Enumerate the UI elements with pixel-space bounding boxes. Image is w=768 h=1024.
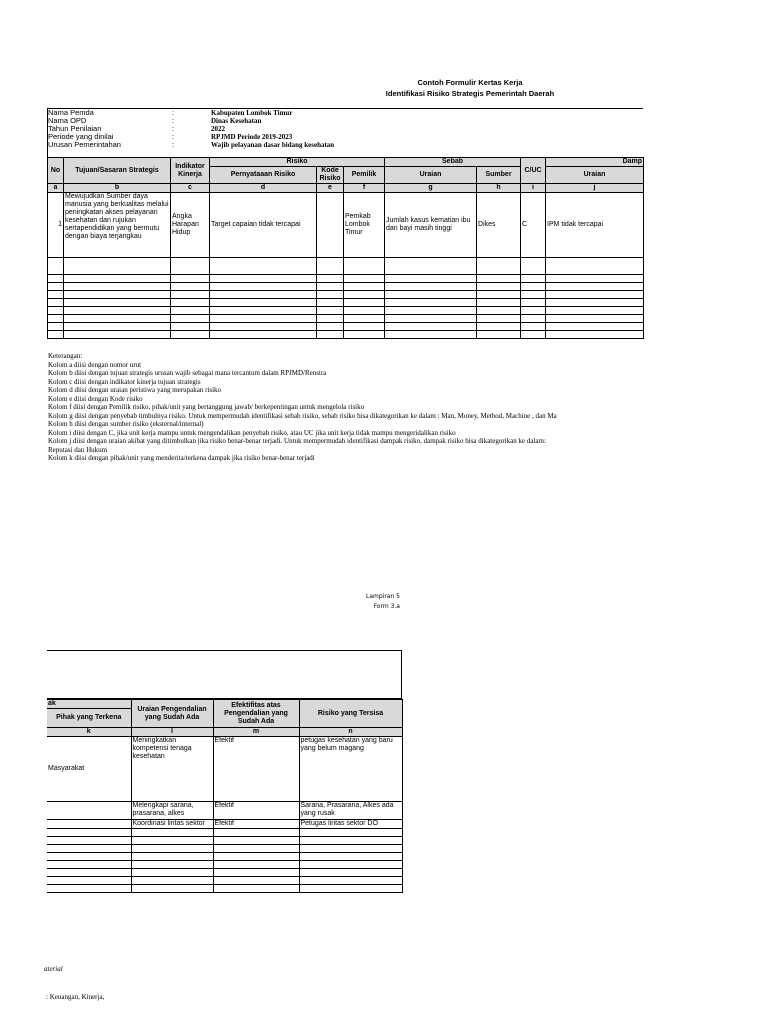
meta-value: Dinas Kesehatan: [211, 117, 262, 125]
meta-row: [48, 133, 643, 141]
note-line: Reputasi dan Hukum: [48, 445, 108, 454]
table-row: [47, 737, 402, 802]
table-row: [47, 802, 402, 820]
cell-tersisa: petugas kesehatan yang baru yang belum magang: [299, 737, 402, 802]
letter-cell: f: [344, 184, 385, 193]
cell-pengendalian: Melengkapi sarana, prasarana, alkes: [131, 802, 213, 820]
footer-fragment-2: : Keuangan, Kinerja,: [46, 993, 105, 1001]
note-line: Kolom d diisi dengan uraian peristiwa yang merupakan risiko: [48, 386, 222, 394]
letter-cell: k: [47, 728, 131, 737]
table-row: [48, 258, 644, 275]
cell-indikator: Angka Harapan Hidup: [171, 193, 210, 258]
header-tujuan: Tujuan/Sasaran Strategis: [64, 158, 171, 184]
letter-cell: b: [64, 184, 171, 193]
header-pihak: Pihak yang Terkena: [47, 709, 131, 728]
header-no: No: [48, 158, 64, 184]
letter-cell: g: [385, 184, 477, 193]
note-line: Kolom j diisi dengan uraian akibat yang ditimbulkan jika risiko benar-benar terjadi. Untuk mempermudah identifikasi dampak risiko, dampak risiko bisa dikategorikan ke dalam:: [48, 437, 546, 445]
meta-colon: :: [172, 116, 175, 125]
meta-colon: :: [172, 132, 175, 141]
cell-sumber: Dikes: [477, 193, 521, 258]
meta-colon: :: [172, 124, 175, 133]
table-row: [48, 275, 644, 283]
header-tersisa: Risiko yang Tersisa: [299, 700, 402, 728]
table-row: [48, 331, 644, 339]
meta-row: [48, 141, 643, 149]
page2-frame-top: [47, 650, 402, 651]
page2-frame-right: [401, 650, 402, 699]
meta-row: [48, 125, 643, 133]
cell-uraian-dampak: IPM tidak tercapai: [546, 193, 644, 258]
table-row: [47, 845, 402, 853]
note-line: Kolom i diisi dengan C, jika unit kerja mampu untuk mengendalikan penyebab risiko, atau UC jika unit kerja tidak mampu mengeridalikan risiko: [48, 428, 456, 437]
lampiran-label: [340, 592, 400, 612]
cell-tujuan: Mewujudkan Sumber daya manusia yang berkualitas melalui peningkatan akses pelayanan kesehatan dan rujukan sertapendidikan yang bermutu dengan biaya terjangkau: [64, 193, 171, 258]
header-group-risiko: Risiko: [210, 158, 385, 167]
meta-value: Kabupaten Lombok Timur: [211, 109, 293, 117]
cell-efektifitas: Efektif: [213, 737, 299, 802]
meta-label: Nama OPD: [48, 116, 87, 125]
meta-colon: :: [172, 108, 175, 117]
letter-cell: e: [317, 184, 344, 193]
table-row: [48, 307, 644, 315]
meta-value: RPJMD Periode 2019-2023: [211, 133, 293, 141]
table-row: [47, 877, 402, 885]
header-group-dampak: Damp: [546, 158, 644, 167]
table-row: [48, 283, 644, 291]
cell-no: 1: [48, 193, 64, 258]
cell-pengendalian: Koordinasi lintas sektor: [131, 820, 213, 829]
header-indikator: Indikator Kinerja: [171, 158, 210, 184]
note-line: Kolom f diisi dengan Pemilik risiko, pihak/unit yang bertanggung jawab/ berkepentingan untuk mengelola risiko: [48, 403, 365, 411]
letter-cell: n: [299, 728, 402, 737]
table-row: [47, 829, 402, 837]
cell-efektifitas: Efektif: [213, 820, 299, 829]
letter-cell: j: [546, 184, 644, 193]
meta-row: [48, 109, 643, 117]
header-pengendalian: Uraian Pengendalian yang Sudah Ada: [131, 700, 213, 728]
table-row: [47, 853, 402, 861]
cell-kode: [317, 193, 344, 258]
header-kode: Kode Risiko: [317, 167, 344, 184]
cell-cuc: C: [521, 193, 546, 258]
footer-fragment-1: aterial: [44, 965, 63, 973]
header-sumber: Sumber: [477, 167, 521, 184]
meta-block: [48, 109, 643, 149]
note-line: Kolom g diisi dengan penyebab timbulnya risiko. Untuk mempermudah identifikasi sebab risiko, sebab risiko bisa dikategorikan ke dalam : Man, Money, Method, Machine , dan Ma: [48, 411, 557, 420]
cell-pihak: [47, 802, 131, 820]
cell-pihak: [47, 820, 131, 829]
header-pernyataan: Pernyataaan Risiko: [210, 167, 317, 184]
notes-block: [48, 352, 643, 463]
lampiran-line-2: Form 3.a: [373, 603, 400, 610]
lampiran-line-1: Lampiran 5: [365, 593, 400, 600]
header-group-sebab: Sebab: [385, 158, 521, 167]
title-line-1: Contoh Formulir Kertas Kerja: [417, 78, 523, 87]
cell-efektifitas: Efektif: [213, 802, 299, 820]
meta-label: Periode yang dinilai: [48, 132, 114, 141]
cell-uraian: Jumlah kasus kematian ibu dan bayi masih tinggi: [385, 193, 477, 258]
meta-colon: :: [172, 140, 175, 149]
note-line: Kolom e diisi dengan Kode risiko: [48, 394, 143, 403]
meta-label: Tahun Penilaian: [48, 124, 102, 133]
table-row: [48, 299, 644, 307]
letter-cell: h: [477, 184, 521, 193]
meta-value: Wajib pelayanan dasar bidang kesehatan: [211, 141, 335, 149]
cell-pihak: Masyarakat: [47, 737, 131, 802]
letter-cell: m: [213, 728, 299, 737]
risk-table: [47, 157, 644, 339]
table-row: [48, 315, 644, 323]
meta-left-border: [47, 108, 48, 157]
header-efektifitas: Efektifitas atas Pengendalian yang Sudah Ada: [213, 700, 299, 728]
letter-cell: a: [48, 184, 64, 193]
table-row: [48, 291, 644, 299]
cell-pengendalian: Meningkatkan kompetensi tenaga kesehatan: [131, 737, 213, 802]
table-row: [47, 869, 402, 877]
table-row: [47, 820, 402, 829]
header-uraian-dampak: Uraian: [546, 167, 644, 184]
header-pemilik: Pemilik: [344, 167, 385, 184]
note-line: Kolom a diisi dengan nomor urut: [48, 360, 142, 369]
document-title: [350, 77, 590, 99]
cell-tersisa: Petugas lintas sektor DO: [299, 820, 402, 829]
letter-cell: d: [210, 184, 317, 193]
meta-value: 2022: [211, 125, 225, 133]
table-row: [48, 193, 644, 258]
letter-cell: l: [131, 728, 213, 737]
cell-tersisa: Sarana, Prasarana, Alkes ada yang rusak: [299, 802, 402, 820]
cell-pernyataan: Target capaian tidak tercapai: [210, 193, 317, 258]
note-line: Kolom b diisi dengan tujuan strategis urusan wajib sebagai mana tercantum dalam RPJMD/Renstra: [48, 369, 327, 377]
control-table: [47, 699, 403, 893]
table-row: [47, 837, 402, 845]
meta-row: [48, 117, 643, 125]
note-line: Kolom k diisi dengan pihak/unit yang menderita/terkena dampak jika risiko benar-benar terjadi: [48, 454, 315, 462]
meta-label: Nama Pemda: [48, 108, 94, 117]
table-row: [48, 323, 644, 331]
header-group-tail: ak: [47, 700, 131, 709]
letter-cell: c: [171, 184, 210, 193]
table-row: [47, 861, 402, 869]
notes-heading: Keterangan:: [48, 352, 83, 360]
title-line-2: Identifikasi Risiko Strategis Pemerintah Daerah: [385, 89, 555, 98]
cell-pemilik: Pemkab Lombok Timur: [344, 193, 385, 258]
table-row: [47, 885, 402, 893]
header-uraian: Uraian: [385, 167, 477, 184]
letter-cell: i: [521, 184, 546, 193]
note-line: Kolom h diisi dengan sumber risiko (eksternal/internal): [48, 420, 204, 428]
note-line: Kolom c diisi dengan indikator kinerja tujuan strategis: [48, 377, 201, 386]
header-cuc: C/UC: [521, 158, 546, 184]
meta-label: Urusan Pemerintahan: [48, 140, 121, 149]
